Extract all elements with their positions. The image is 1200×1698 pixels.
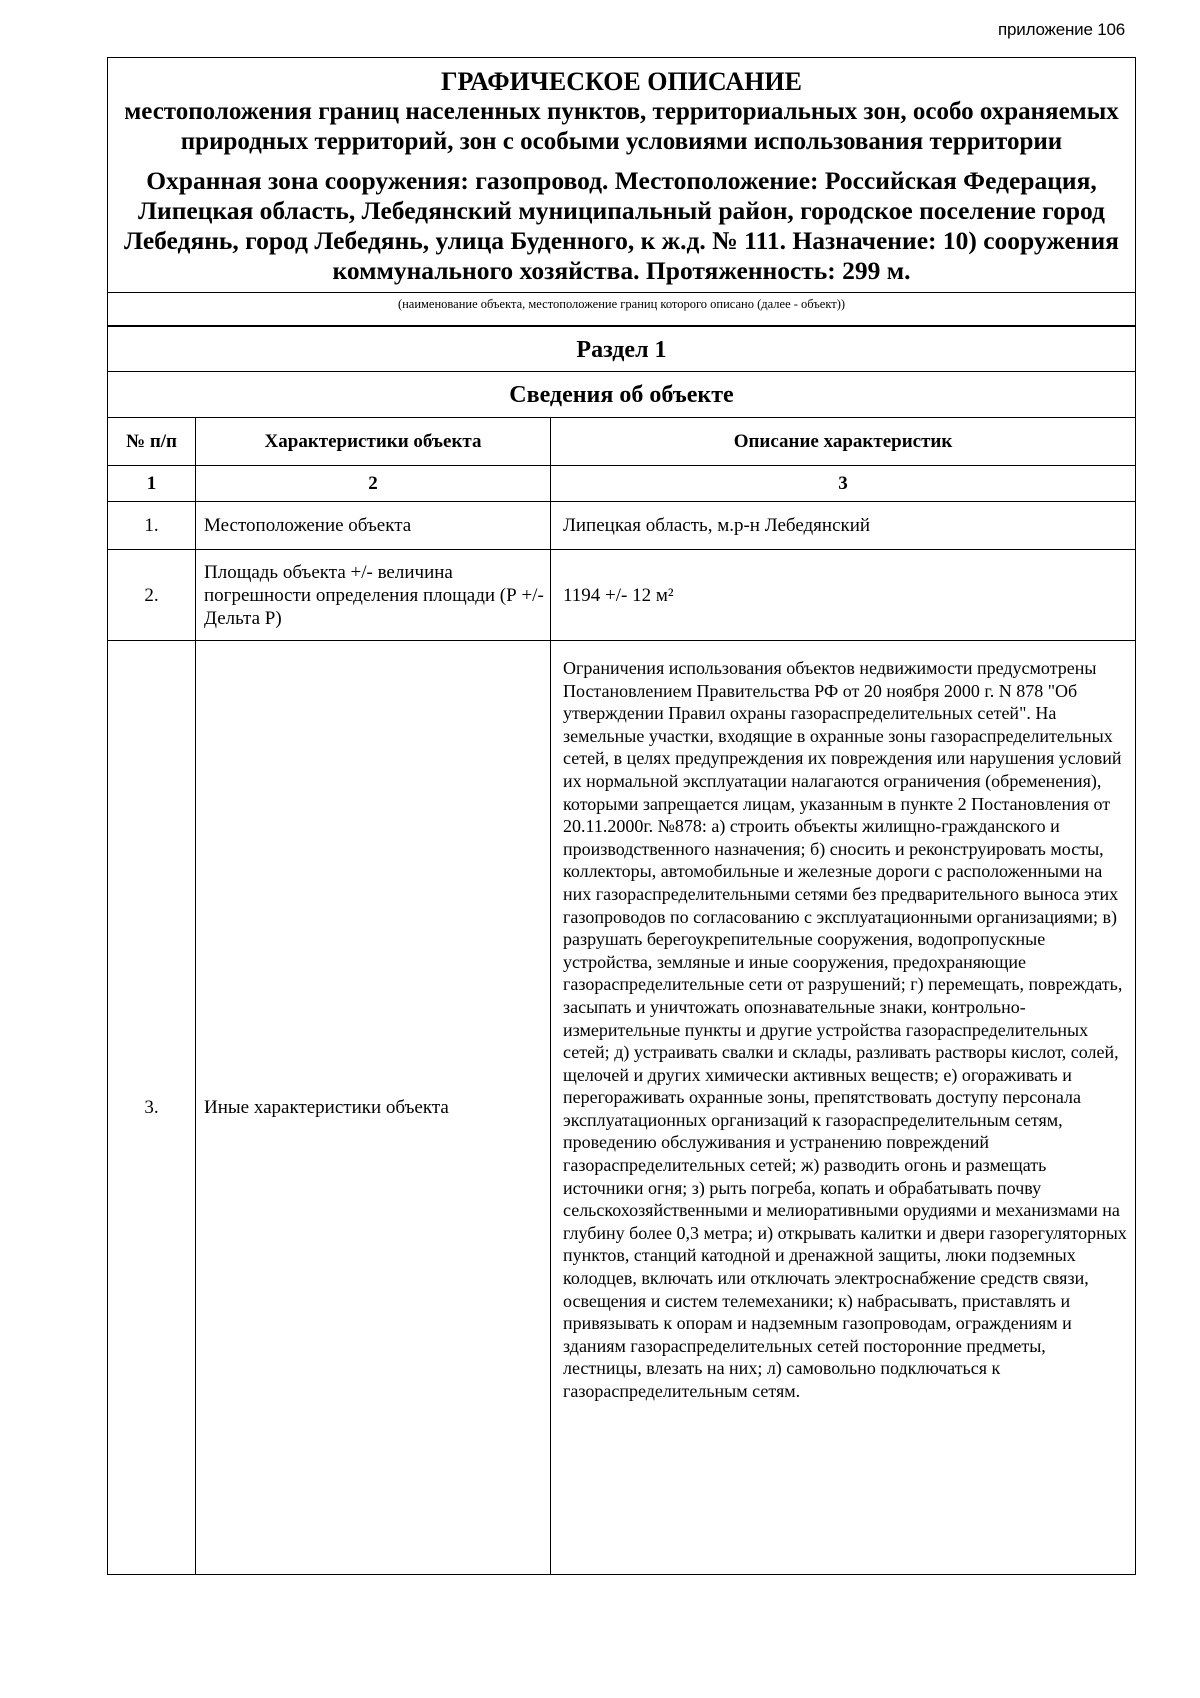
row-characteristic: Местоположение объекта — [196, 502, 551, 550]
row-description: 1194 +/- 12 м² — [551, 550, 1136, 641]
section-subtitle: Сведения об объекте — [108, 371, 1135, 417]
table-row — [108, 550, 1135, 641]
column-number-3: 3 — [551, 466, 1136, 502]
table-column-numbers-row — [108, 466, 1135, 502]
table-header-row — [108, 418, 1135, 466]
document-title: ГРАФИЧЕСКОЕ ОПИСАНИЕ — [441, 67, 802, 96]
table-row — [108, 641, 1135, 1575]
row-number: 3. — [108, 641, 196, 1575]
header-description: Описание характеристик — [551, 418, 1136, 466]
object-name: Охранная зона сооружения: газопровод. Местоположение: Российская Федерация, Липецкая область, Лебедянский муниципальный район, городское поселение город Лебедянь, город Лебедянь, улица Буденного, к ж.д. № 111. Назначение: 10) сооружения коммунального хозяйства. Протяженность: 299 м. — [124, 166, 1119, 285]
row-description: Липецкая область, м.р-н Лебедянский — [551, 502, 1136, 550]
object-name-caption: (наименование объекта, местоположение границ которого описано (далее - объект)) — [108, 292, 1135, 325]
appendix-label: приложение 106 — [998, 20, 1125, 39]
header-characteristic: Характеристики объекта — [196, 418, 551, 466]
document-header — [108, 58, 1135, 292]
object-info-table — [108, 417, 1135, 1574]
column-number-2: 2 — [196, 466, 551, 502]
section-title: Раздел 1 — [108, 325, 1135, 371]
row-characteristic: Иные характеристики объекта — [196, 641, 551, 1575]
column-number-1: 1 — [108, 466, 196, 502]
row-description: Ограничения использования объектов недвижимости предусмотрены Постановлением Правительства РФ от 20 ноября 2000 г. N 878 "Об утверждении Правил охраны газораспределительных сетей". На земельные участки, входящие в охранные зоны газораспределительных сетей, в целях предупреждения их повреждения или нарушения условий их нормальной эксплуатации налагаются ограничения (обременения), которыми запрещается лицам, указанным в пункте 2 Постановления от 20.11.2000г. №878: а) строить объекты жилищно-гражданского и производственного назначения; б) сносить и реконструировать мосты, коллекторы, автомобильные и железные дороги с расположенными на них газораспределительными сетями без предварительного выноса этих газопроводов по согласованию с эксплуатационными организациями; в) разрушать берегоукрепительные сооружения, водопропускные устройства, земляные и иные сооружения, предохраняющие газораспределительные сети от разрушений; г) перемещать, повреждать, засыпать и уничтожать опознавательные знаки, контрольно-измерительные пункты и другие устройства газораспределительных сетей; д) устраивать свалки и склады, разливать растворы кислот, солей, щелочей и других химически активных веществ; е) огораживать и перегораживать охранные зоны, препятствовать доступу персонала эксплуатационных организаций к газораспределительным сетям, проведению обслуживания и устранению повреждений газораспределительных сетей; ж) разводить огонь и размещать источники огня; з) рыть погреба, копать и обрабатывать почву сельскохозяйственными и мелиоративными орудиями и механизмами на глубину более 0,3 метра; и) открывать калитки и двери газорегуляторных пунктов, станций катодной и дренажной защиты, люки подземных колодцев, включать или отключать электроснабжение средств связи, освещения и систем телемеханики; к) набрасывать, приставлять и привязывать к опорам и надземным газопроводам, ограждениям и зданиям газораспределительных сетей посторонние предметы, лестницы, влезать на них; л) самовольно подключаться к газораспределительным сетям. — [551, 641, 1136, 1575]
document-frame — [107, 57, 1136, 1575]
document-subtitle: местоположения границ населенных пунктов, территориальных зон, особо охраняемых природных территорий, зон с особыми условиями использования территории — [124, 98, 1119, 155]
table-row — [108, 502, 1135, 550]
row-characteristic: Площадь объекта +/- величина погрешности определения площади (Р +/- Дельта Р) — [196, 550, 551, 641]
row-number: 1. — [108, 502, 196, 550]
row-number: 2. — [108, 550, 196, 641]
header-number: № п/п — [108, 418, 196, 466]
